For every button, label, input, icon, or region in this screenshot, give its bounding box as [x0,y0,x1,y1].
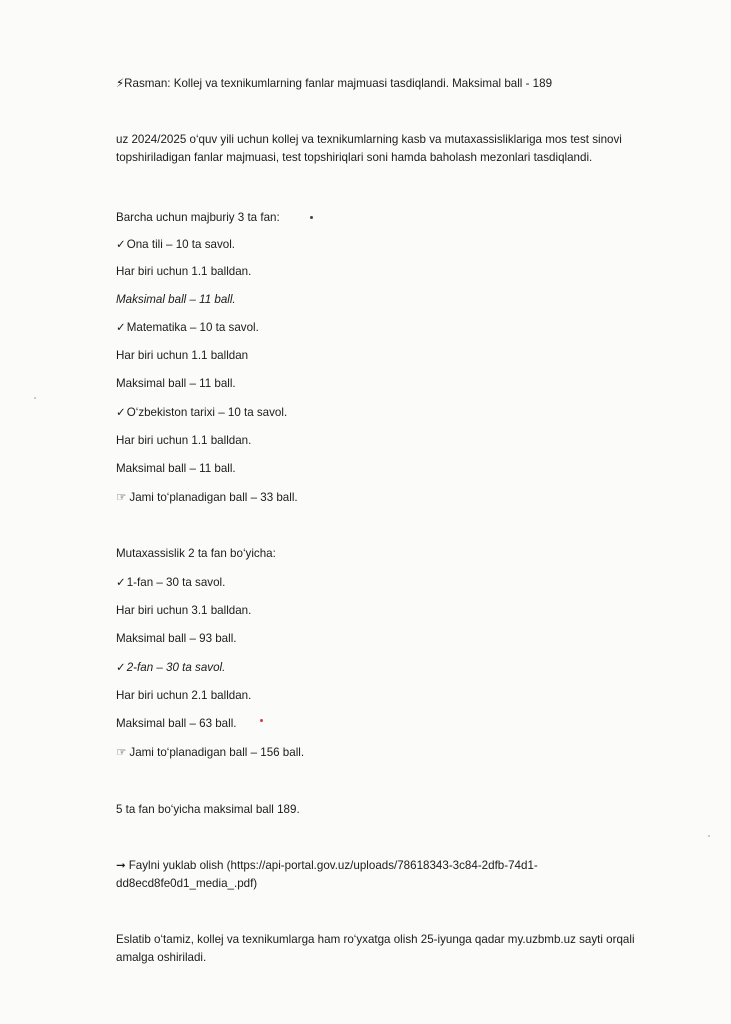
intro-line-1: uz 2024/2025 o‘quv yili uchun kollej va texnikumlarning kasb va mutaxassisliklariga mos test sinovi [116,133,622,146]
subject-name-text: Matematika – 10 ta savol. [126,321,259,334]
subject-name-text: O‘zbekiston tarixi – 10 ta savol. [126,406,288,419]
subject-max: Maksimal ball – 11 ball. [116,377,236,390]
specialty-total-text: Jami to‘planadigan ball – 156 ball. [129,746,305,759]
checkmark-icon: ✓ [116,321,126,334]
scan-speck [708,835,710,837]
right-arrow-icon: ➞ [116,859,126,872]
mandatory-total [116,490,298,506]
subject-name-ona-tili [116,237,235,253]
mandatory-heading-text: Barcha uchun majburiy 3 ta fan: [116,211,280,224]
reminder-line-1: Eslatib o‘tamiz, kollej va texnikumlarga ham ro‘yxatga olish 25-iyunga qadar my.uzbmb.uz sayti orqali [116,933,635,946]
subject-name-fan-1 [116,575,225,591]
subject-per-question: Har biri uchun 2.1 balldan. [116,689,252,702]
pointing-hand-icon: ☞ [116,491,127,504]
scan-speck [260,719,263,722]
download-line-1 [116,858,538,874]
reminder-line-2: amalga oshiriladi. [116,951,207,964]
subject-name-fan-2 [116,660,225,676]
download-link[interactable]: Faylni yuklab olish (https://api-portal.gov.uz/uploads/78618343-3c84-2dfb-74d1- [128,859,538,872]
title-text: Rasman: Kollej va texnikumlarning fanlar majmuasi tasdiqlandi. Maksimal ball - 189 [124,77,553,90]
subject-per-question: Har biri uchun 3.1 balldan. [116,604,252,617]
document-title [116,76,552,92]
summary-text: 5 ta fan bo‘yicha maksimal ball 189. [116,803,300,816]
scan-speck [310,216,313,219]
checkmark-icon: ✓ [116,406,126,419]
checkmark-icon: ✓ [116,576,126,589]
subject-name-text: 2-fan – 30 ta savol. [126,661,226,674]
subject-name-text: 1-fan – 30 ta savol. [126,576,226,589]
download-line-2[interactable]: dd8ecd8fe0d1_media_.pdf) [116,877,258,890]
subject-name-text: Ona tili – 10 ta savol. [126,238,235,251]
subject-name-tarix [116,405,287,421]
intro-line-2: topshiriladigan fanlar majmuasi, test topshiriqlari soni hamda baholash mezonlari tasdiqlandi. [116,151,593,164]
pointing-hand-icon: ☞ [116,746,127,759]
subject-max: Maksimal ball – 93 ball. [116,632,237,645]
subject-max: Maksimal ball – 11 ball. [116,293,236,306]
subject-per-question: Har biri uchun 1.1 balldan. [116,434,252,447]
subject-per-question: Har biri uchun 1.1 balldan [116,349,249,362]
mandatory-heading [116,210,280,226]
subject-name-matematika [116,320,259,336]
scan-speck [34,397,36,399]
checkmark-icon: ✓ [116,238,126,251]
specialty-heading: Mutaxassislik 2 ta fan bo‘yicha: [116,547,276,560]
subject-max: Maksimal ball – 11 ball. [116,462,236,475]
mandatory-total-text: Jami to‘planadigan ball – 33 ball. [129,491,298,504]
lightning-icon: ⚡ [116,77,125,90]
checkmark-icon: ✓ [116,661,126,674]
subject-max: Maksimal ball – 63 ball. [116,717,237,730]
subject-per-question: Har biri uchun 1.1 balldan. [116,265,252,278]
specialty-total [116,745,304,761]
